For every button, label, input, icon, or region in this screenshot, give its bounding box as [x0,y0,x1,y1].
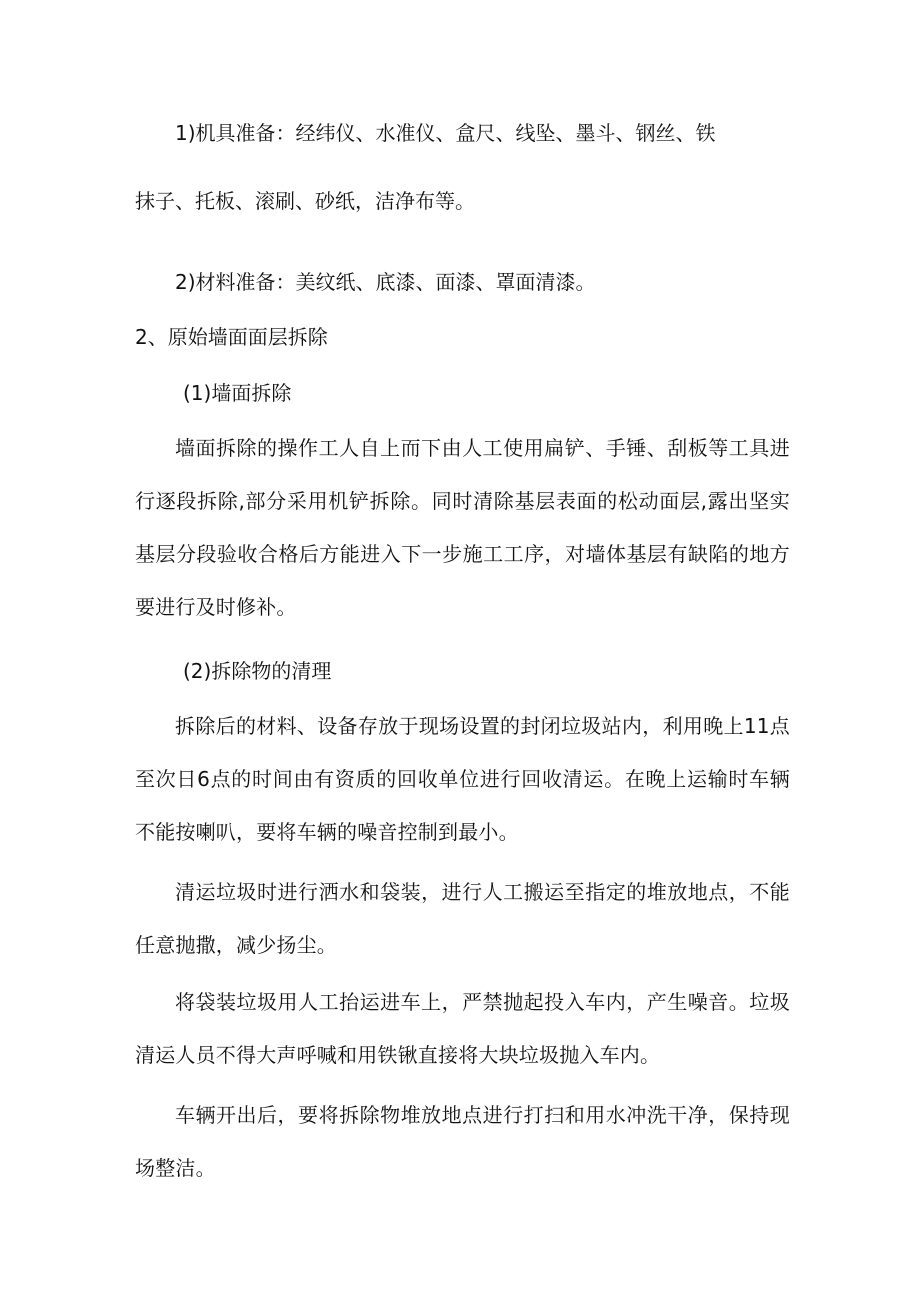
section-heading-wall-removal: 2、原始墙面面层拆除 [135,325,328,349]
equipment-prep-line-1: 1)机具准备：经纬仪、水准仪、盒尺、线坠、墨斗、钢丝、铁 [175,121,716,145]
paragraph-wall-demolition: 墙面拆除的操作工人自上而下由人工使用扁铲、手锤、刮板等工具进行逐段拆除,部分采用机铲拆除。同时清除基层表面的松动面层,露出坚实基层分段验收合格后方能进入下一步施工工序，对墙体基层有缺陷的地方要进行及时修补。 [135,436,790,619]
paragraph-garbage-transport: 清运垃圾时进行洒水和袋装，进行人工搬运至指定的堆放地点，不能任意抛撒，减少扬尘。 [135,880,790,957]
paragraph-debris-storage: 拆除后的材料、设备存放于现场设置的封闭垃圾站内，利用晚上11点至次日6点的时间由有资质的回收单位进行回收清运。在晚上运输时车辆不能按喇叭，要将车辆的噪音控制到最小。 [135,714,790,844]
equipment-prep-line-2: 抹子、托板、滚刷、砂纸，洁净布等。 [135,189,475,213]
subheading-wall-demolition: (1)墙面拆除 [183,381,292,405]
materials-prep: 2)材料准备：美纹纸、底漆、面漆、罩面清漆。 [175,270,596,294]
paragraph-loading-rules: 将袋装垃圾用人工抬运进车上，严禁抛起投入车内，产生噪音。垃圾清运人员不得大声呼喊和用铁锹直接将大块垃圾抛入车内。 [135,990,790,1067]
subheading-debris-cleanup: (2)拆除物的清理 [183,659,332,683]
paragraph-site-cleaning: 车辆开出后，要将拆除物堆放地点进行打扫和用水冲洗干净，保持现场整洁。 [135,1103,790,1180]
